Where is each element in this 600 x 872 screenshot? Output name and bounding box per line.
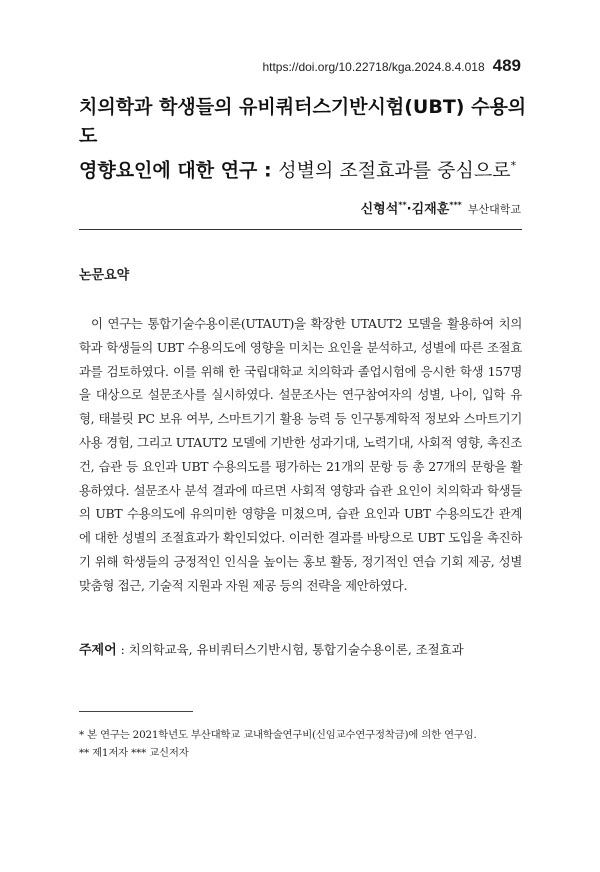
running-header	[262, 56, 521, 76]
footnote-1: * 본 연구는 2021학년도 부산대학교 교내학술연구비(신임교수연구정착금)에 의한 연구임.	[79, 729, 477, 741]
author-separator: ·	[406, 202, 412, 217]
title-main: 영향요인에 대한 연구 :	[79, 159, 279, 182]
footnote-divider	[79, 711, 193, 712]
author-1: 신형석	[360, 202, 399, 217]
title-line-1: 치의학과 학생들의 유비쿼터스기반시험(UBT) 수용의도	[79, 96, 527, 147]
paper-title	[79, 93, 539, 185]
title-footnote-marker: *	[510, 159, 517, 172]
author-2: 김재훈	[411, 202, 450, 217]
title-subtitle: 성별의 조절효과를 중심으로	[278, 159, 511, 182]
keywords-label: 주제어	[79, 643, 117, 658]
affiliation: 부산대학교	[467, 203, 521, 216]
footnotes	[79, 726, 529, 762]
author-line	[361, 198, 521, 217]
footnote-2: ** 제1저자 *** 교신저자	[79, 747, 189, 759]
doi-link[interactable]: https://doi.org/10.22718/kga.2024.8.4.018	[262, 60, 485, 74]
title-line-2	[79, 151, 539, 185]
author-1-mark: **	[398, 200, 407, 210]
keywords	[79, 639, 522, 658]
keywords-text: 치의학교육, 유비쿼터스기반시험, 통합기술수용이론, 조절효과	[128, 642, 464, 657]
abstract-heading: 논문요약	[79, 268, 130, 283]
author-2-mark: ***	[449, 200, 462, 210]
keywords-separator: :	[116, 642, 129, 657]
abstract-body: 이 연구는 통합기술수용이론(UTAUT)을 확장한 UTAUT2 모델을 활용하여 치의학과 학생들의 UBT 수용의도에 영향을 미치는 요인을 분석하고, 성별에 따른 조절효과를 검토하였다. 이를 위해 한 국립대학교 치의학과 졸업시험에 응시한 학생 157명을 대상으로 설문조사를 실시하였다. 설문조사는 연구참여자의 성별, 나이, 입학 유형, 태블릿 PC 보유 여부, 스마트기기 활용 능력 등 인구통계학적 정보와 스마트기기 사용 경험, 그리고 UTAUT2 모델에 기반한 성과기대, 노력기대, 사회적 영향, 촉진조건, 습관 등 요인과 UBT 수용의도를 평가하는 21개의 문항 등 총 27개의 문항을 활용하였다. 설문조사 분석 결과에 따르면 사회적 영향과 습관 요인이 치의학과 학생들의 UBT 수용의도에 유의미한 영향을 미쳤으며, 습관 요인과 UBT 수용의도간 관계에 대한 성별의 조절효과가 확인되었다. 이러한 결과를 바탕으로 UBT 도입을 촉진하기 위해 학생들의 긍정적인 인식을 높이는 홍보 활동, 정기적인 연습 기회 제공, 성별 맞춤형 접근, 기술적 지원과 자원 제공 등의 전략을 제안하였다.	[79, 316, 522, 593]
header-divider	[79, 229, 522, 230]
page-number: 489	[492, 56, 521, 75]
